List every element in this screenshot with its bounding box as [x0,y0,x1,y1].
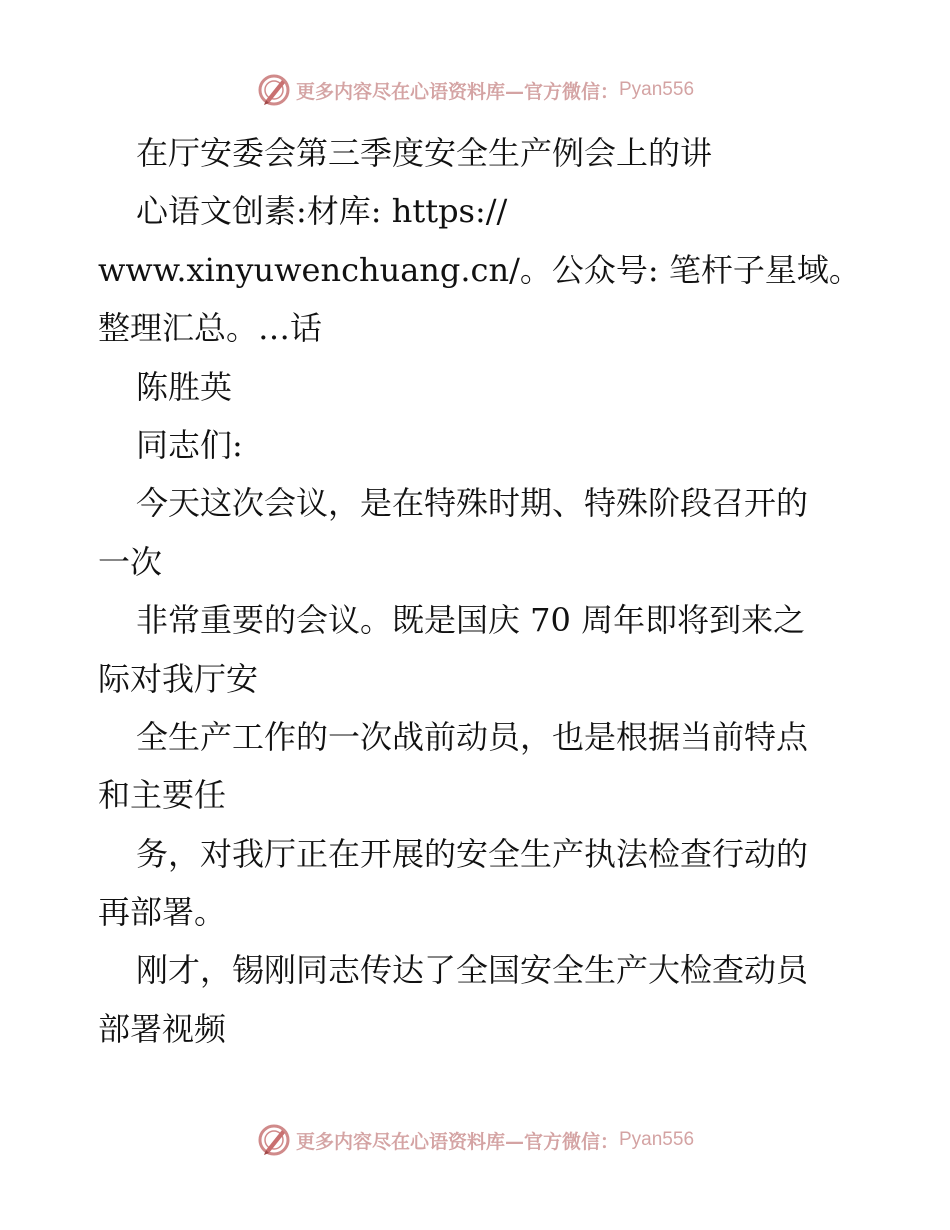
doc-source-end-line: 整理汇总。…话 [98,309,323,348]
doc-paragraph-line: 务，对我厅正在开展的安全生产执法检查行动的 [136,834,809,873]
doc-paragraph-line: 非常重要的会议。既是国庆 70 周年即将到来之 [136,601,806,640]
doc-source-line: 心语文创素:材库: https:// [136,192,508,231]
doc-author: 陈胜英 [136,367,233,406]
header-banner-inner [256,72,694,108]
footer-banner [0,1120,950,1160]
doc-paragraph-line: 一次 [98,542,163,581]
doc-paragraph-line: 和主要任 [98,776,227,815]
doc-paragraph-line: 刚才，锡刚同志传达了全国安全生产大检查动员 [136,951,809,990]
doc-title-line: 在厅安委会第三季度安全生产例会上的讲 [136,134,713,172]
header-banner-wechat-id: Pyan556 [619,79,695,100]
header-banner-text: 更多内容尽在心语资料库—官方微信： [295,80,619,103]
footer-banner-inner [256,1122,694,1158]
doc-paragraph-line: 部署视频 [98,1009,227,1048]
doc-paragraph-line: 际对我厅安 [98,659,259,698]
doc-source-url-line: www.xinyuwenchuang.cn/。公众号: 笔杆子星域。 [98,250,861,289]
doc-salutation: 同志们: [136,425,243,464]
header-banner [0,70,950,110]
pen-seal-logo-icon [256,72,292,108]
doc-paragraph-line: 全生产工作的一次战前动员，也是根据当前特点 [136,717,809,756]
footer-banner-wechat-id: Pyan556 [619,1129,695,1150]
pen-seal-logo-icon [256,1122,292,1158]
document-body [98,124,861,1058]
doc-paragraph-line: 今天这次会议，是在特殊时期、特殊阶段召开的 [136,484,809,523]
doc-paragraph-line: 再部署。 [98,893,227,932]
footer-banner-text: 更多内容尽在心语资料库—官方微信： [295,1130,619,1153]
